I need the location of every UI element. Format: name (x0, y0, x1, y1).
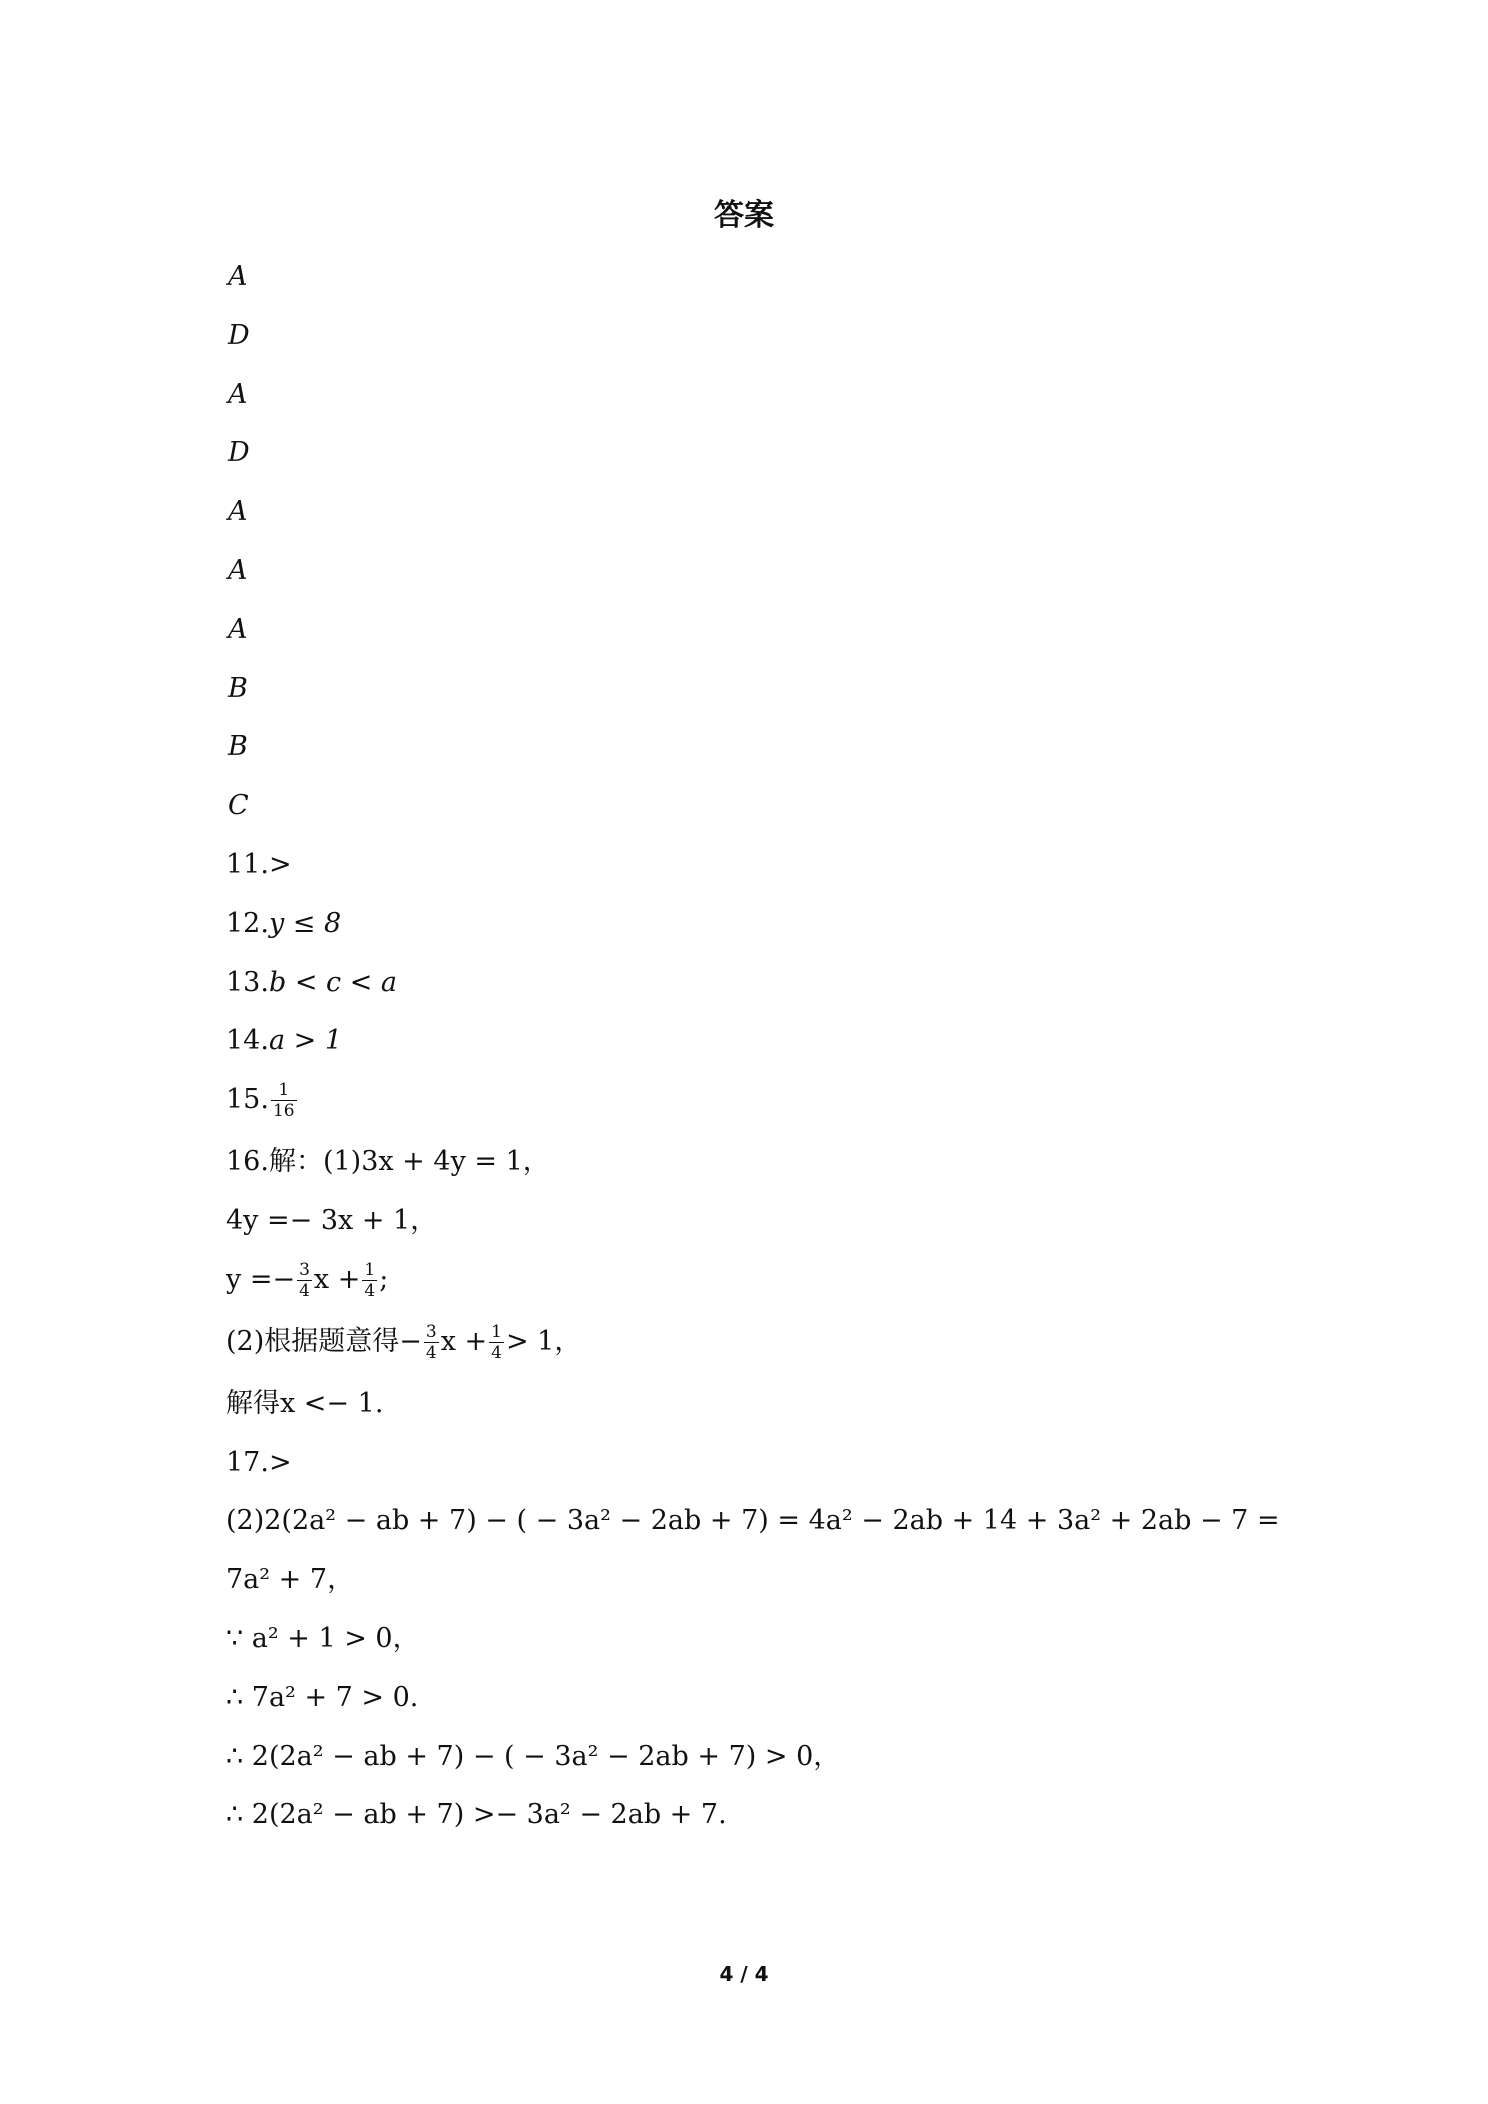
fraction-numerator: 1 (271, 1080, 297, 1101)
answer-text: > (268, 1446, 292, 1478)
solution-text: 解得x <− 1. (226, 1387, 384, 1419)
solution-text: y =− (226, 1263, 296, 1295)
page-title: 答案 (714, 198, 774, 233)
solution-text: x + (313, 1263, 361, 1295)
fraction-numerator: 1 (491, 1321, 502, 1342)
answer-letter: B (228, 672, 248, 704)
solution-text: ∴ 2(2a² − ab + 7) − ( − 3a² − 2ab + 7) > 0， (226, 1740, 841, 1772)
fraction-numerator: 3 (299, 1259, 310, 1280)
answer-16-line-5 (226, 1375, 1286, 1434)
fraction-denominator: 4 (364, 1280, 376, 1301)
fraction (271, 1080, 297, 1121)
answer-17-line-2 (226, 1492, 1286, 1551)
answer-11 (226, 836, 1286, 895)
solution-text: > 1， (505, 1325, 582, 1357)
answer-12 (226, 895, 1286, 954)
answer-15 (226, 1071, 1286, 1133)
page-number: 4 / 4 (719, 1962, 769, 1986)
answer-8 (226, 660, 1286, 719)
fraction (297, 1260, 312, 1301)
solution-text: 解：(1)3x + 4y = 1， (268, 1146, 550, 1178)
answer-list (226, 248, 1286, 1845)
answer-10 (226, 777, 1286, 836)
answer-16-line-2 (226, 1192, 1286, 1251)
answer-17-line-1 (226, 1434, 1286, 1493)
answer-text: b < c < a (268, 966, 398, 998)
question-number: 11. (226, 848, 269, 880)
answer-5 (226, 483, 1286, 542)
answer-letter: A (228, 613, 248, 645)
question-number: 16. (226, 1146, 269, 1178)
solution-text: (2)2(2a² − ab + 7) − ( − 3a² − 2ab + 7) = 4a² − 2ab + 14 + 3a² + 2ab − 7 = (226, 1505, 1280, 1537)
answer-2 (226, 307, 1286, 366)
answer-17-line-4 (226, 1610, 1286, 1669)
answer-13 (226, 954, 1286, 1013)
answer-letter: B (228, 731, 248, 763)
answer-text: > (268, 848, 292, 880)
answer-17-line-7 (226, 1786, 1286, 1845)
answer-letter: D (228, 437, 250, 469)
fraction-denominator: 4 (491, 1342, 502, 1363)
fraction-numerator: 1 (364, 1259, 376, 1280)
solution-text: 7a² + 7， (226, 1564, 355, 1596)
answer-text: a > 1 (268, 1025, 343, 1057)
answer-3 (226, 366, 1286, 425)
answer-16-line-3 (226, 1251, 1286, 1313)
solution-text: x + (440, 1325, 488, 1357)
solution-text: (2)根据题意得− (226, 1325, 422, 1357)
answer-letter: D (228, 319, 250, 351)
question-number: 12. (226, 907, 269, 939)
solution-text: ; (379, 1263, 389, 1295)
fraction-denominator: 16 (272, 1101, 295, 1122)
answer-16-line-4 (226, 1313, 1286, 1375)
answer-17-line-5 (226, 1669, 1286, 1728)
answer-text: y ≤ 8 (268, 907, 342, 939)
answer-14 (226, 1012, 1286, 1071)
solution-text: ∵ a² + 1 > 0， (226, 1622, 420, 1654)
solution-text: 4y =− 3x + 1， (226, 1204, 438, 1236)
fraction-denominator: 4 (299, 1280, 310, 1301)
answer-9 (226, 718, 1286, 777)
question-number: 14. (226, 1025, 269, 1057)
answer-16-line-1 (226, 1133, 1286, 1192)
fraction (362, 1260, 377, 1301)
answer-17-line-6 (226, 1728, 1286, 1787)
answer-17-line-3 (226, 1551, 1286, 1610)
fraction-denominator: 4 (425, 1342, 437, 1363)
answer-letter: C (228, 790, 249, 822)
answer-1 (226, 248, 1286, 307)
question-number: 15. (226, 1084, 269, 1116)
answer-7 (226, 601, 1286, 660)
fraction (424, 1322, 439, 1363)
answer-letter: A (228, 496, 248, 528)
solution-text: ∴ 7a² + 7 > 0. (226, 1681, 419, 1713)
fraction (489, 1322, 504, 1363)
answer-letter: A (228, 261, 248, 292)
answer-6 (226, 542, 1286, 601)
answer-letter: A (228, 554, 248, 586)
answer-4 (226, 424, 1286, 483)
solution-text: ∴ 2(2a² − ab + 7) >− 3a² − 2ab + 7. (226, 1799, 727, 1831)
answer-letter: A (228, 378, 248, 410)
question-number: 13. (226, 966, 269, 998)
question-number: 17. (226, 1446, 269, 1478)
fraction-numerator: 3 (425, 1321, 437, 1342)
